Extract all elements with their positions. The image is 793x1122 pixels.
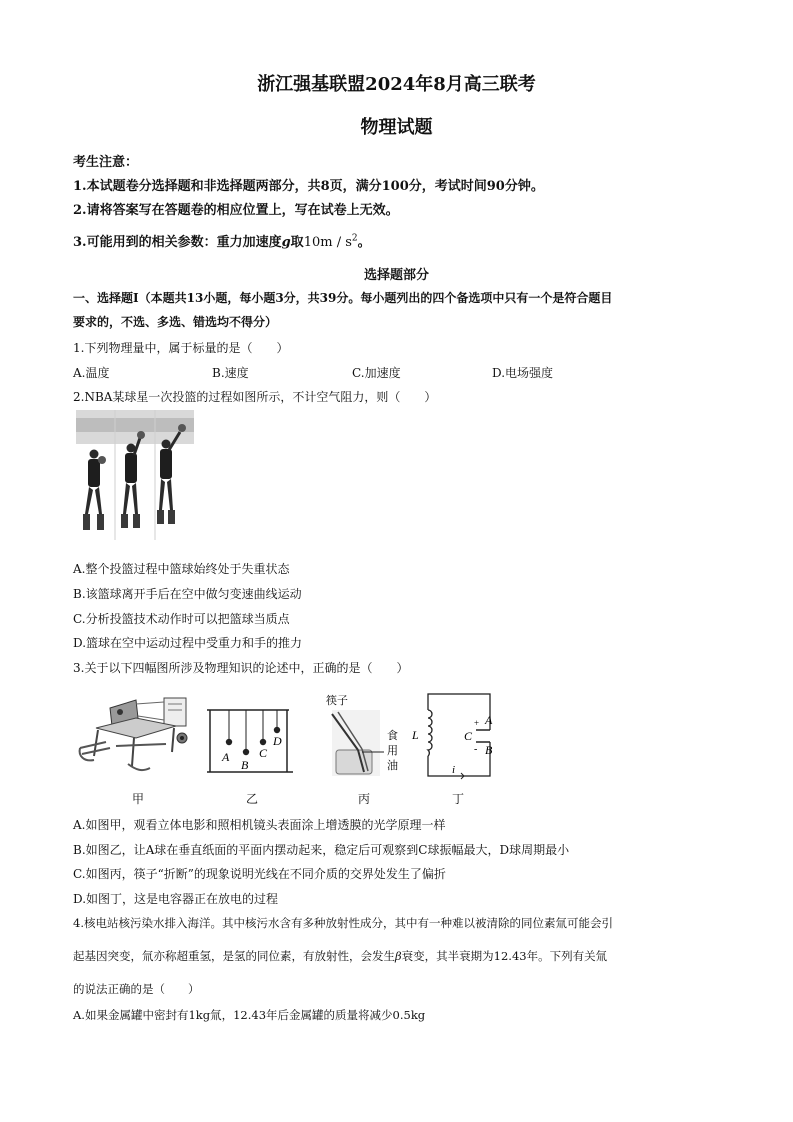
q3-option-d: D.如图丁，这是电容器正在放电的过程: [73, 892, 279, 906]
q1-stem: 1.下列物理量中，属于标量的是（ ）: [73, 341, 289, 355]
notice-item-3-end: 。: [357, 235, 371, 250]
q4-stem-line3: 的说法正确的是（ ）: [73, 982, 200, 996]
pendulum-label-d: D: [273, 734, 282, 748]
q4-stem-line2: [73, 948, 607, 964]
q4-line2-part2: 衰变，其半衰期为12.43年。下列有关氚: [401, 949, 608, 963]
figure-yi-pendulums: [205, 700, 295, 780]
section-instructions-line2: 要求的，不选、多选、错选均不得分）: [73, 315, 278, 329]
q3-stem: 3.关于以下四幅图所涉及物理知识的论述中，正确的是（ ）: [73, 661, 409, 675]
oil-label-1: 食: [387, 730, 398, 742]
figure-label-bing: 丙: [358, 792, 371, 806]
oil-label-2: 用: [387, 745, 398, 757]
pendulum-label-b: B: [241, 758, 249, 772]
inductor-label: L: [412, 728, 419, 742]
gravity-exponent: 2: [351, 233, 358, 244]
plate-a-label: A: [485, 713, 493, 727]
q1-option-d: D.电场强度: [492, 366, 554, 380]
q2-option-b: B.该篮球离开手后在空中做匀变速曲线运动: [73, 587, 302, 601]
figure-label-ding: 丁: [452, 792, 465, 806]
q3-option-b: B.如图乙，让A球在垂直纸面的平面内摆动起来，稳定后可观察到C球振幅最大，D球周期最小: [73, 843, 570, 857]
plate-b-label: B: [485, 743, 493, 757]
q1-option-c: C.加速度: [352, 366, 401, 380]
q4-stem-line1: 4.核电站核污染水排入海洋。其中核污水含有多种放射性成分，其中有一种难以被清除的同位素氚可能会引: [73, 916, 613, 930]
figure-label-yi: 乙: [246, 792, 259, 806]
exam-title: 浙江强基联盟2024年8月高三联考: [257, 74, 536, 95]
notice-item-3-mid: 取: [290, 235, 304, 250]
q1-option-b: B.速度: [212, 366, 249, 380]
q3-option-c: C.如图丙，筷子“折断”的现象说明光线在不同介质的交界处发生了偏折: [73, 867, 446, 881]
figure-jia-3d-movie: [76, 690, 202, 780]
q4-option-a: A.如果金属罐中密封有1kg氚，12.43年后金属罐的质量将减少0.5kg: [73, 1008, 426, 1022]
q1-option-a: A.温度: [73, 366, 110, 380]
gravity-var: g: [281, 235, 291, 250]
figure-label-jia: 甲: [132, 792, 145, 806]
q4-line2-part1: 起基因突变，氚亦称超重氢，是氢的同位素，有放射性，会发生: [73, 949, 395, 963]
figure-bing-chopsticks: [320, 692, 415, 784]
pendulum-label-c: C: [259, 746, 268, 760]
gravity-value: 10m / s: [303, 235, 352, 250]
q3-option-a: A.如图甲，观看立体电影和照相机镜头表面涂上增透膜的光学原理一样: [73, 818, 446, 832]
capacitor-plus: +: [474, 718, 480, 728]
q2-stem: 2.NBA某球星一次投篮的过程如图所示，不计空气阻力，则（ ）: [73, 390, 437, 404]
chopsticks-label: 筷子: [326, 695, 348, 707]
notice-item-3: [73, 231, 371, 250]
oil-label-3: 油: [387, 760, 398, 772]
q2-option-a: A.整个投篮过程中篮球始终处于失重状态: [73, 562, 290, 576]
figure-ding-lc-circuit: [406, 690, 498, 782]
section-instructions-line1: 一、选择题Ⅰ（本题共13小题，每小题3分，共39分。每小题列出的四个备选项中只有一个是符合题目: [73, 291, 613, 305]
notice-item-2: 2.请将答案写在答题卷的相应位置上，写在试卷上无效。: [73, 203, 399, 218]
section-title: 选择题部分: [363, 268, 429, 283]
notice-heading: 考生注意：: [73, 155, 139, 170]
capacitor-label: C: [464, 729, 473, 743]
subject-title: 物理试题: [360, 117, 433, 138]
notice-item-1: 1.本试题卷分选择题和非选择题两部分，共8页，满分100分，考试时间90分钟。: [73, 179, 544, 194]
q2-option-d: D.篮球在空中运动过程中受重力和手的推力: [73, 636, 303, 650]
beta-symbol: β: [395, 949, 402, 963]
capacitor-minus: -: [474, 744, 478, 755]
pendulum-label-a: A: [222, 750, 230, 764]
basketball-shot-photo: [76, 410, 194, 540]
notice-item-3-prefix: 3.可能用到的相关参数：重力加速度: [73, 235, 282, 250]
q2-option-c: C.分析投篮技术动作时可以把篮球当质点: [73, 612, 290, 626]
current-label: i: [452, 764, 456, 776]
